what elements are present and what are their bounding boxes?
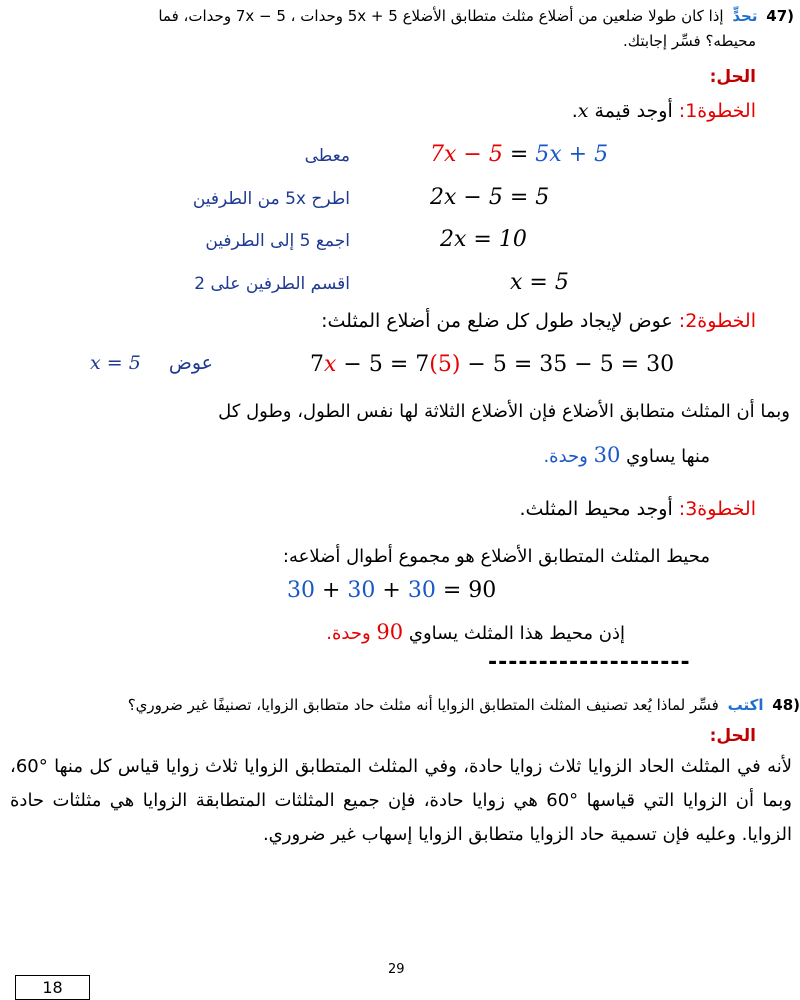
step2-label: الخطوة2: — [678, 310, 756, 332]
step1-label: الخطوة1: — [678, 100, 756, 122]
sub-note-word: عوض — [168, 352, 213, 374]
equation-row-add — [0, 227, 800, 259]
perimeter-term: 30 — [407, 578, 436, 603]
side-length-value: 30 — [593, 443, 621, 467]
section-divider: -------------------- — [488, 650, 691, 675]
substitution-math — [310, 352, 674, 377]
question-number: 47) — [766, 7, 794, 25]
question-keyword: تحدٍّ — [732, 7, 758, 25]
side-length-unit: وحدة. — [543, 446, 588, 467]
perimeter-equation — [287, 578, 496, 603]
substitution-note — [90, 352, 213, 374]
step1-var: x — [577, 100, 589, 122]
paragraph-side-length — [543, 443, 710, 467]
perimeter-term: 30 — [347, 578, 376, 603]
answer-paragraph: لأنه في المثلث الحاد الزوايا ثلاث زوايا حادة، وفي المثلث المتطابق الزوايا ثلاث زوايا قياس كل منها °60، وبما أن الزوايا التي قياسها °60 هي زوايا حادة، فإن جميع المثلثات المتطابقة الزوايا هي مثلثات حادة الزوايا. وعليه فإن تسمية حاد الزوايا متطابق الزوايا إسهاب غير ضروري. — [10, 756, 792, 845]
step1-end: . — [571, 100, 578, 122]
sub-part: − 5 = 35 − 5 = 30 — [460, 352, 675, 377]
equation-note: اقسم الطرفين على 2 — [194, 274, 350, 294]
perimeter-conclusion — [326, 620, 625, 644]
page-number: 29 — [388, 962, 405, 977]
paragraph-equal-sides: وبما أن المثلث متطابق الأضلاع فإن الأضلاع الثلاثة لها نفس الطول، وطول كل — [218, 401, 790, 422]
step3-text: أوجد محيط المثلث. — [519, 498, 673, 520]
equation-math — [430, 142, 660, 167]
sub-part: 7 — [310, 352, 324, 377]
equation-row-given — [0, 142, 800, 174]
perimeter-op: + — [375, 578, 408, 603]
perimeter-definition: محيط المثلث المتطابق الأضلاع هو مجموع أطوال أضلاعه: — [282, 546, 710, 567]
equation-note: اجمع 5 إلى الطرفين — [205, 231, 350, 251]
step3-label: الخطوة3: — [678, 498, 756, 520]
conclusion-text: إذن محيط هذا المثلث يساوي — [408, 623, 625, 644]
equation-math: 2x = 10 — [440, 227, 527, 252]
question-text: فسِّر لماذا يُعد تصنيف المثلث المتطابق الزوايا أنه مثلث حاد متطابق الزوايا، تصنيفًا غير ضروري؟ — [127, 696, 719, 714]
conclusion-value: 90 — [376, 620, 404, 644]
question-47-line2: محيطه؟ فسِّر إجابتك. — [622, 32, 756, 50]
side-length-text: منها يساوي — [626, 446, 710, 467]
step3-heading — [520, 498, 756, 520]
step2-heading — [321, 310, 756, 332]
equation-left: 7x − 5 — [430, 142, 503, 167]
equation-row-divide — [0, 270, 800, 302]
equation-note: اطرح 5x من الطرفين — [192, 189, 350, 209]
conclusion-unit: وحدة. — [326, 623, 371, 644]
sub-value: (5) — [429, 352, 461, 377]
equation-math: 2x − 5 = 5 — [430, 185, 550, 210]
sub-note-math: x = 5 — [90, 352, 141, 374]
perimeter-op: + — [315, 578, 348, 603]
step2-text: عوض لإيجاد طول كل ضلع من أضلاع المثلث: — [321, 310, 673, 332]
step1-text: أوجد قيمة — [594, 100, 673, 122]
equation-math: x = 5 — [510, 270, 569, 295]
perimeter-term: 30 — [287, 578, 315, 603]
question-keyword: اكتب — [727, 696, 764, 714]
solution-label: الحل: — [709, 67, 756, 87]
substitution-row — [0, 352, 800, 386]
question-47-line1 — [4, 4, 794, 28]
page-number-box: 18 — [15, 975, 90, 1000]
perimeter-result: = 90 — [435, 578, 497, 603]
question-48 — [128, 696, 800, 714]
equation-row-subtract — [0, 185, 800, 217]
sub-var: x — [324, 352, 337, 377]
equation-op: = — [502, 142, 536, 167]
question-number: 48) — [772, 696, 800, 714]
sub-part: − 5 = 7 — [336, 352, 430, 377]
solution-label: الحل: — [709, 726, 756, 746]
equation-note: معطى — [304, 146, 350, 166]
equation-right: 5x + 5 — [535, 142, 609, 167]
step1-heading — [572, 100, 756, 122]
question-text: إذا كان طولا ضلعين من أضلاع مثلث متطابق الأضلاع 5 + 5x وحدات ، 5 − 7x وحدات، فما — [158, 7, 724, 25]
